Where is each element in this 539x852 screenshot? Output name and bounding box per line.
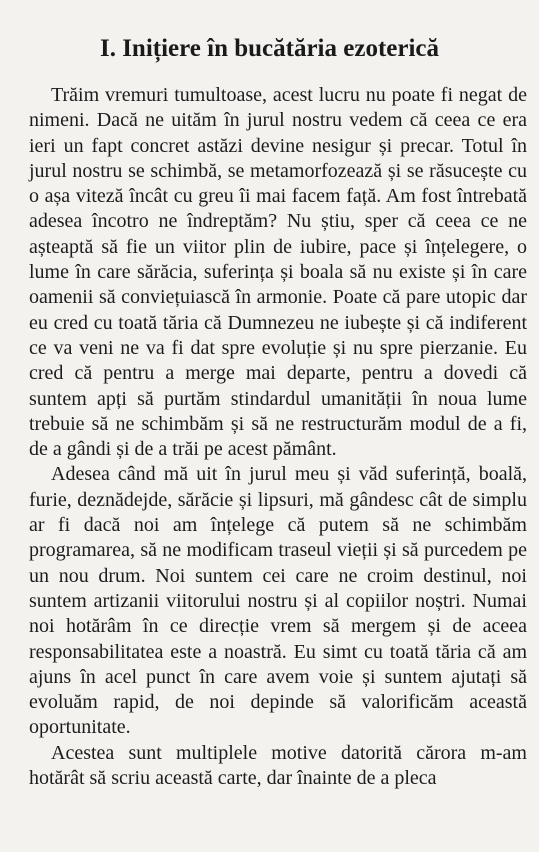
paragraph-3: Acestea sunt multiplele motive datorită cărora m-am hotărât să scriu această carte, dar înainte de a pleca	[29, 741, 527, 790]
paragraph-2: Adesea când mă uit în jurul meu și văd suferință, boală, furie, deznădejde, sărăcie și lipsuri, mă gândesc cât de simplu ar fi dacă noi am înțelege că putem să ne schimbăm programarea, să ne modificam traseul vieții și să purcedem pe un nou drum. Noi suntem cei care ne croim destinul, noi suntem artizanii viitorului nostru și al copiilor noștri. Numai noi hotărâm în ce direcție vrem să mergem și de aceea responsabilitatea este a noastră. Eu simt cu toată tăria că am ajuns în acel punct în care avem voie și suntem ajutați să evoluăm rapid, de noi depinde să valorificăm această oportunitate.	[29, 463, 527, 739]
chapter-body	[29, 83, 527, 791]
paragraph-1: Trăim vremuri tumultoase, acest lucru nu poate fi negat de nimeni. Dacă ne uităm în jurul nostru vedem că ceea ce era ieri un fapt concret astăzi devine nesigur și precar. Totul în jurul nostru se schimbă, se metamorfozează și se răsucește cu o așa viteză încât cu greu îi mai facem față. Am fost întrebată adesea încotro ne îndreptăm? Nu știu, sper că ceea ce ne așteaptă să fie un viitor plin de iubire, pace și înțelegere, o lume în care sărăcia, suferința și boala să nu existe și în care oamenii să conviețuiască în armonie. Poate că pare utopic dar eu cred cu toată tăria că Dumnezeu ne iubește și că indiferent ce va veni ne va fi dat spre evoluție și nu spre pierzanie. Eu cred că pentru a merge mai departe, pentru a dovedi că suntem apți să purtăm stindardul umanității în noua lume trebuie să ne schimbăm și să ne restructurăm modul de a fi, de a gândi și de a trăi pe acest pământ.	[29, 84, 527, 461]
chapter-title: I. Inițiere în bucătăria ezoterică	[99, 35, 440, 62]
